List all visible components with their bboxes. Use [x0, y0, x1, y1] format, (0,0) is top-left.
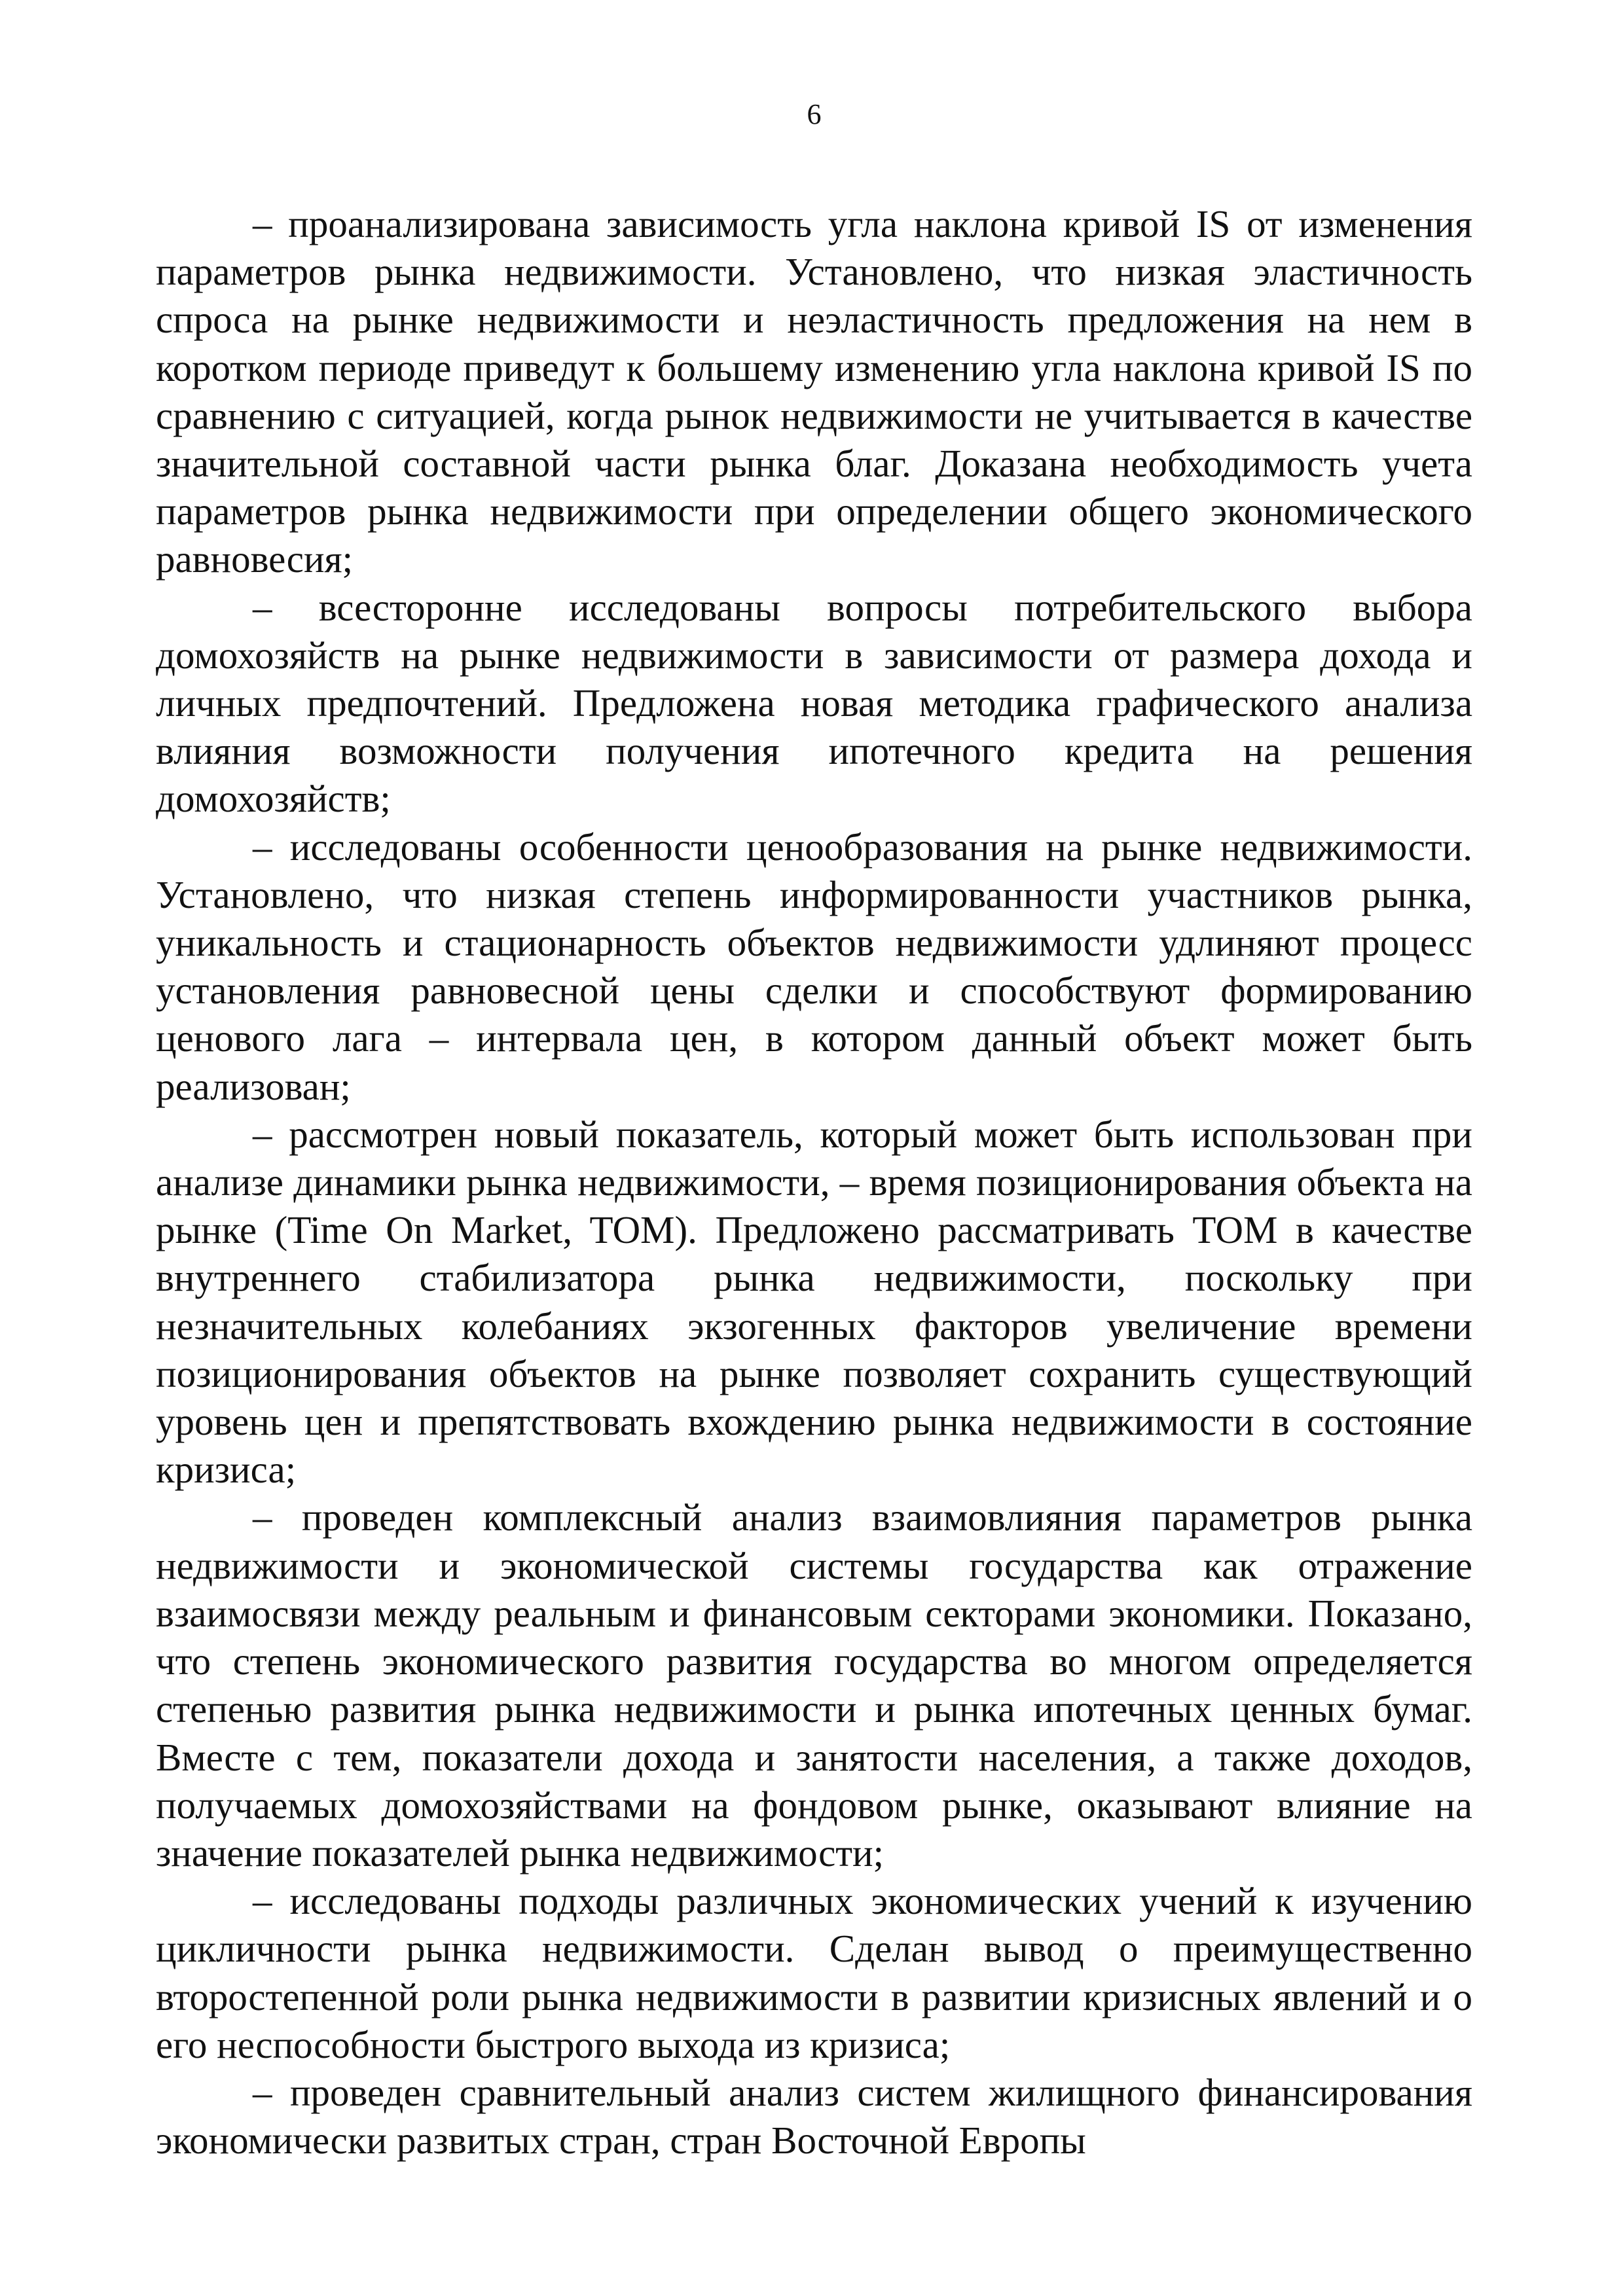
paragraph-housing-finance: – проведен сравнительный анализ систем жилищного финансирования экономически развитых стран, стран Восточной Европы [156, 2070, 1472, 2162]
paragraph-time-on-market: – рассмотрен новый показатель, который может быть использован при анализе динамики рынка недвижимости, – время позиционирования объекта на рынке (Time On Market, TOM). Предложено рассматривать TOM в качестве внутреннего стабилизатора рынка недвижимости, поскольку при незначительных колебаниях экзогенных факторов увеличение времени позиционирования объектов на рынке позволяет сохранить существующий уровень цен и препятствовать вхождению рынка недвижимости в состояние кризиса; [156, 1112, 1472, 1492]
document-body [156, 200, 1472, 2164]
paragraph-pricing: – исследованы особенности ценообразования на рынке недвижимости. Установлено, что низкая степень информированности участников рынка, уникальность и стационарность объектов недвижимости удлиняют процесс установления равновесной цены сделки и способствуют формированию ценового лага – интервала цен, в котором данный объект может быть реализован; [156, 825, 1472, 1108]
paragraph-cyclicality: – исследованы подходы различных экономических учений к изучению цикличности рынка недвижимости. Сделан вывод о преимущественно второстепенной роли рынка недвижимости в развитии кризисных явлений и о его неспособности быстрого выхода из кризиса; [156, 1879, 1472, 2066]
page-number: 6 [807, 98, 822, 130]
paragraph-is-curve-slope: – проанализирована зависимость угла наклона кривой IS от изменения параметров рынка недвижимости. Установлено, что низкая эластичность спроса на рынке недвижимости и неэластичность предложения на нем в коротком периоде приведут к большему изменению угла наклона кривой IS по сравнению с ситуацией, когда рынок недвижимости не учитывается в качестве значительной составной части рынка благ. Доказана необходимость учета параметров рынка недвижимости при определении общего экономического равновесия; [156, 202, 1472, 581]
paragraph-consumer-choice: – всесторонне исследованы вопросы потребительского выбора домохозяйств на рынке недвижимости в зависимости от размера дохода и личных предпочтений. Предложена новая методика графического анализа влияния возможности получения ипотечного кредита на решения домохозяйств; [156, 585, 1472, 821]
paragraph-mutual-influence: – проведен комплексный анализ взаимовлияния параметров рынка недвижимости и экономической системы государства как отражение взаимосвязи между реальным и финансовым секторами экономики. Показано, что степень экономического развития государства во многом определяется степенью развития рынка недвижимости и рынка ипотечных ценных бумаг. Вместе с тем, показатели дохода и занятости населения, а также доходов, получаемых домохозяйствами на фондовом рынке, оказывают влияние на значение показателей рынка недвижимости; [156, 1496, 1472, 1874]
